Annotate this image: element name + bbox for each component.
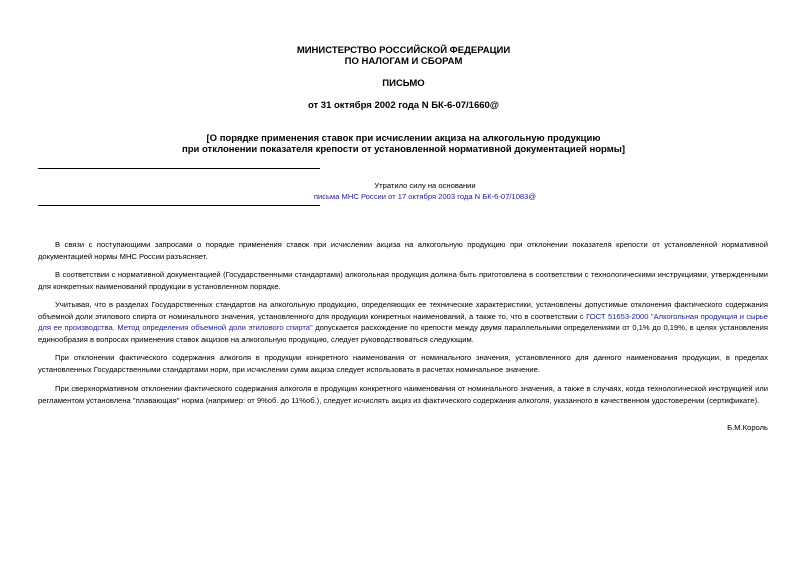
status-note-link-wrap bbox=[260, 191, 590, 202]
paragraph-3 bbox=[38, 299, 768, 345]
paragraph-3-text-a: Учитывая, что в разделах Государственных стандартов на алкогольную продукцию, определяющих ее технические характеристики, установлены допустимые отклонения фактического содержания объемной доли этилового спирта от номинального значения, установленного для продукции конкретных наименований, а также то, что в соответствии с bbox=[38, 300, 768, 321]
signature: Б.М.Король bbox=[727, 423, 768, 432]
status-note-text: Утратило силу на основании bbox=[374, 181, 476, 190]
document-date-number: от 31 октября 2002 года N БК-6-07/1660@ bbox=[307, 100, 500, 111]
document-title-line-1: [О порядке применения ставок при исчислении акциза на алкогольную продукцию bbox=[206, 133, 601, 144]
ministry-line-1: МИНИСТЕРСТВО РОССИЙСКОЙ ФЕДЕРАЦИИ bbox=[296, 45, 511, 56]
paragraph-1: В связи с поступающими запросами о порядке применения ставок при исчислении акциза на алкогольную продукцию при отклонении показателя крепости от установленной нормативной документацией нормы МНС России разъясняет. bbox=[38, 240, 768, 261]
ministry-line-2: ПО НАЛОГАМ И СБОРАМ bbox=[344, 56, 463, 67]
paragraph-4: При отклонении фактического содержания алкоголя в продукции конкретного наименования от номинального значения, установленного для данного наименования продукции, в пределах установленных Государственными стандартами норм, при исчислении сумм акциза следует использовать в расчетах номинальное значение. bbox=[38, 353, 768, 374]
paragraph-3-text-b: допускается расхождение по крепости между двумя параллельными определениями от 0,1% до 0,19%, в целях установления единообразия в вопросах применения ставок акцизов на алкогольную продукцию, следует руководствоваться следующим. bbox=[38, 323, 768, 344]
divider-bottom bbox=[38, 205, 320, 206]
document-title-line-2: при отклонении показателя крепости от установленной нормативной документацией нормы] bbox=[181, 144, 626, 155]
paragraph-5: При сверхнормативном отклонении фактического содержания алкоголя в продукции конкретного наименования от номинального значения, а также в случаях, когда технологической инструкцией или регламентом установлена "плавающая" норма (например: от 9%об. до 11%об.), следует исчислять акциз из фактического содержания алкоголя, указанного в качественном удостоверении (сертификате). bbox=[38, 384, 768, 405]
paragraph-2: В соответствии с нормативной документацией (Государственными стандартами) алкогольная продукция должна быть приготовлена в соответствии с технологическими инструкциями, утвержденными для конкретных наименований продукции в установленном порядке. bbox=[38, 270, 768, 291]
document-type: ПИСЬМО bbox=[382, 78, 425, 89]
gost-link[interactable]: ГОСТ 51653-2000 "Алкогольная продукция и сырье для ее производства. Метод определения объемной доли этилового спирта" bbox=[38, 311, 768, 332]
divider-top bbox=[38, 168, 320, 169]
status-note-link[interactable]: письма МНС России от 17 октября 2003 года N БК-6-07/1083@ bbox=[313, 192, 537, 201]
